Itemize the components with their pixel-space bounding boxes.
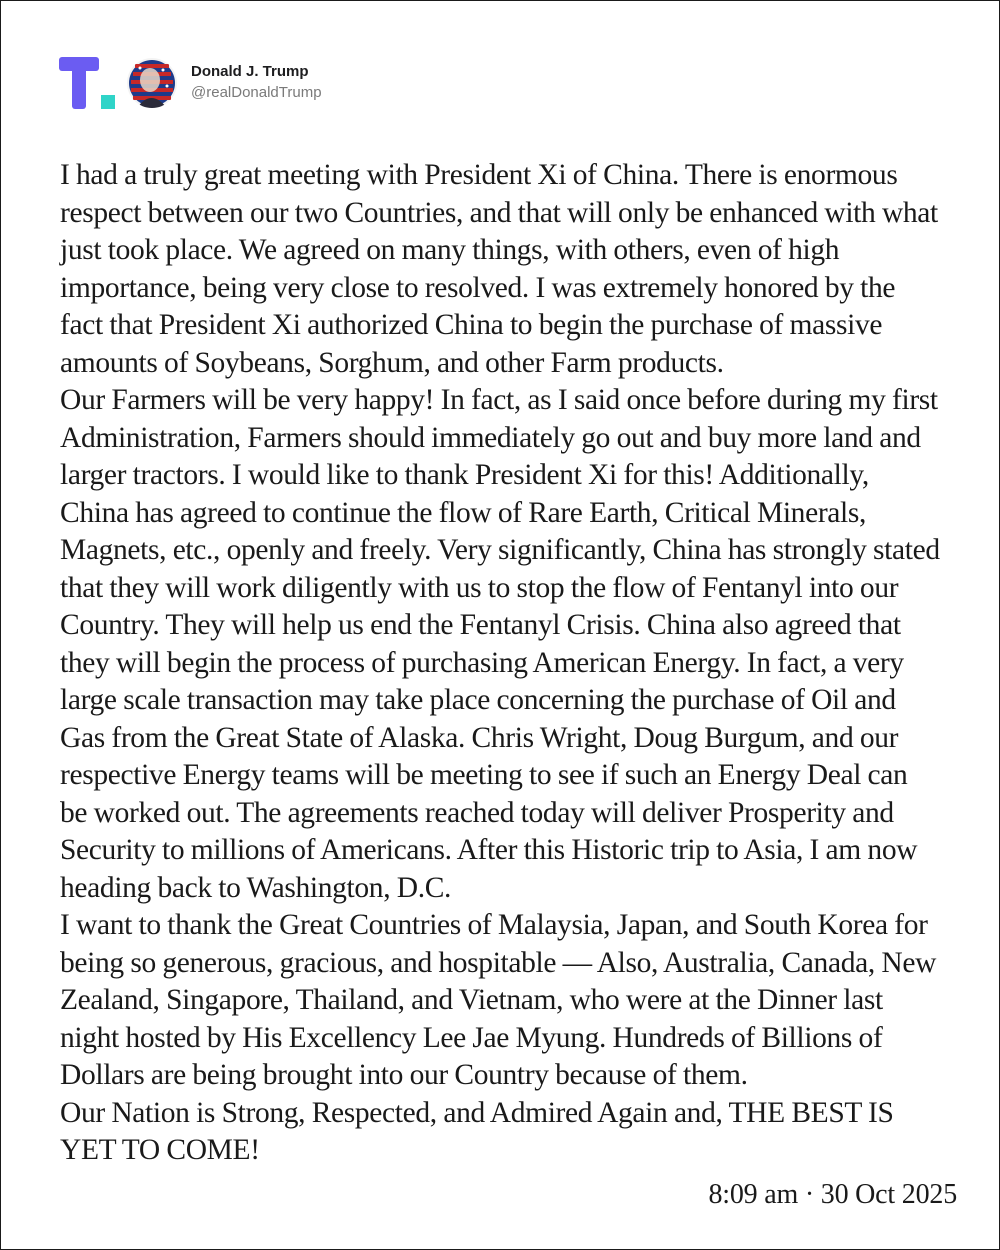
truth-social-logo-icon[interactable] — [59, 55, 119, 111]
post-paragraph: I had a truly great meeting with President Xi of China. There is enormous respect between our two Countries, and that will only be enhanced with what just took place. We agreed on many things, with others, even of high importance, being very close to resolved. I was extremely honored by the fact that President Xi authorized China to begin the purchase of massive amounts of Soybeans, Sorghum, and other Farm products. — [60, 159, 938, 379]
author-info — [191, 62, 322, 104]
post-header — [59, 53, 322, 113]
post-timestamp[interactable]: 8:09 am · 30 Oct 2025 — [708, 1179, 957, 1210]
author-handle[interactable]: @realDonaldTrump — [191, 84, 322, 101]
author-display-name[interactable]: Donald J. Trump — [191, 63, 309, 80]
flag-portrait-icon — [127, 58, 177, 108]
post-paragraph: Our Farmers will be very happy! In fact, as I said once before during my first Administration, Farmers should immediately go out and buy more land and larger tractors. I would like to thank President Xi for this! Additionally, China has agreed to continue the flow of Rare Earth, Critical Minerals, Magnets, etc., openly and freely. Very significantly, China has strongly stated that they will work diligently with us to stop the flow of Fentanyl into our Country. They will help us end the Fentanyl Crisis. China also agreed that they will begin the process of purchasing American Energy. In fact, a very large scale transaction may take place concerning the purchase of Oil and Gas from the Great State of Alaska. Chris Wright, Doug Burgum, and our respective Energy teams will be meeting to see if such an Energy Deal can be worked out. The agreements reached today will deliver Prosperity and Security to millions of Americans. After this Historic trip to Asia, I am now heading back to Washington, D.C. — [60, 384, 940, 904]
post-paragraph: Our Nation is Strong, Respected, and Admired Again and, THE BEST IS YET TO COME! — [60, 1096, 894, 1166]
post-paragraph: I want to thank the Great Countries of Malaysia, Japan, and South Korea for being so generous, gracious, and hospitable — Also, Australia, Canada, New Zealand, Singapore, Thailand, and Vietnam, who were at the Dinner last night hosted by His Excellency Lee Jae Myung. Hundreds of Billions of Dollars are being brought into our Country because of them. — [60, 909, 937, 1091]
avatar[interactable] — [127, 58, 177, 108]
post-text — [60, 157, 940, 1170]
